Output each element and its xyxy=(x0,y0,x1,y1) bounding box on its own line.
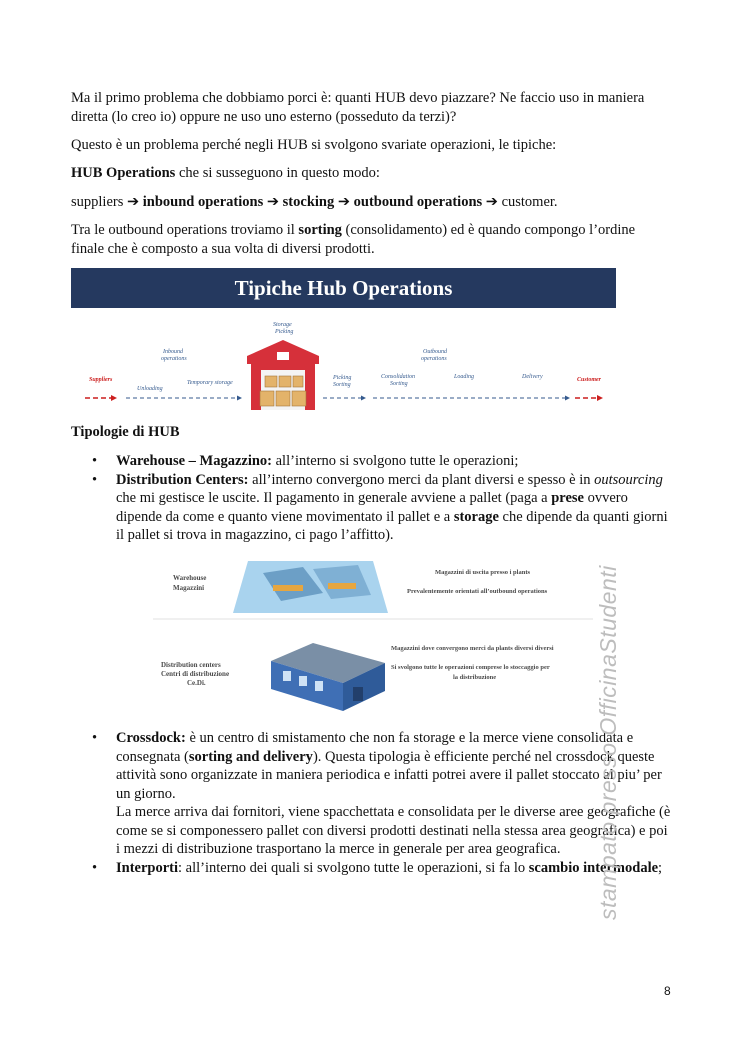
warehouse-desc-1: Magazzini di uscita presso i plants xyxy=(435,569,531,576)
arrowhead-picking xyxy=(361,396,366,401)
crossdock-continuation: La merce arriva dai fornitori, viene spacchettata e consolidata per le diverse aree geografiche (è come se si componessero pallet con diversi prodotti destinati nella stessa area geografica) e poi i mezzi di distribuzione trasportano la merce in generale per area geografica. xyxy=(116,804,671,857)
dc-desc-2: Si svolgono tutte le operazioni comprese lo stoccaggio per xyxy=(391,664,550,671)
label-consolidation: Consolidation xyxy=(381,374,416,380)
label-storage: Storage xyxy=(273,322,292,328)
label-customer: Customer xyxy=(577,377,602,383)
page-number: 8 xyxy=(664,984,671,998)
distribution-center-illustration xyxy=(271,643,385,711)
dc-title: Distribution Centers: xyxy=(116,471,249,488)
bullet-icon: • xyxy=(92,859,98,876)
warehouse-desc-2: Prevalentemente orientati all’outbound operations xyxy=(407,588,548,595)
bullet-icon: • xyxy=(92,453,98,469)
bullet-icon: • xyxy=(92,730,98,746)
dc-desc-3: la distribuzione xyxy=(453,674,497,681)
arrow-icon: ➔ xyxy=(266,194,280,210)
dc-text-b: che mi gestisce le uscite. Il pagamento in generale avviene a pallet (paga a xyxy=(116,490,552,506)
list-item-distribution-centers xyxy=(71,471,675,545)
label-outbound: Outbound xyxy=(423,349,447,355)
label-storage-2: Picking xyxy=(275,329,294,335)
section-title: Tipologie di HUB xyxy=(71,424,180,440)
dc-label-1: Distribution centers xyxy=(161,661,221,669)
label-temp-storage: Temporary storage xyxy=(187,380,233,386)
sorting-text-a: Tra le outbound operations troviamo il xyxy=(71,222,299,238)
dc-desc-1: Magazzini dove convergono merci da plants diversi diversi xyxy=(391,645,554,652)
warehouse-icon xyxy=(247,340,319,410)
label-outbound-2: operations xyxy=(421,356,447,362)
dc-text-d: che dipende da quanti giorni il pallet si trova in magazzino, ci pago l’affitto). xyxy=(116,508,668,543)
label-inbound-2: operations xyxy=(161,356,187,362)
sorting-bold: sorting xyxy=(298,222,342,238)
dc-bold-storage: storage xyxy=(453,508,499,525)
flow-stocking: stocking xyxy=(282,194,335,210)
hub-operations-diagram xyxy=(71,316,616,416)
label-loading: Loading xyxy=(454,374,475,380)
dc-bold-prese: prese xyxy=(551,490,584,506)
hub-operations-bold: HUB Operations xyxy=(71,165,176,181)
warehouse-illustration xyxy=(233,561,388,613)
dc-text-a: all’interno convergono merci da plant diversi e spesso è in xyxy=(248,471,595,488)
label-suppliers: Suppliers xyxy=(89,377,113,383)
sorting-text-b: (consolidamento) ed è quando compongo l’ordine finale che è composto a sua volta di diversi prodotti. xyxy=(71,222,636,257)
hub-types-list-2 xyxy=(71,729,675,877)
bullet-icon: • xyxy=(92,471,98,488)
label-picking: Picking xyxy=(333,375,352,381)
dc-label-2: Centri di distribuzione xyxy=(161,670,230,678)
label-unloading: Unloading xyxy=(137,386,163,392)
arrowhead-suppliers xyxy=(111,395,117,401)
interporti-bold: scambio intermodale xyxy=(528,859,659,876)
list-item-crossdock xyxy=(71,729,675,859)
label-picking-2: Sorting xyxy=(333,382,351,388)
flow-suppliers: suppliers xyxy=(71,194,127,210)
dc-label-3: Ce.Di. xyxy=(187,679,206,687)
watermark: stampato presso OfficinaStudenti xyxy=(595,565,621,920)
paragraph-sorting xyxy=(71,221,671,258)
warehouse-types-figure xyxy=(153,553,593,713)
warehouse-text: all’interno si svolgono tutte le operazioni; xyxy=(272,453,519,469)
crossdock-text-a: è un centro di smistamento che non fa storage e la merce viene consolidata e consegnata ( xyxy=(116,730,634,765)
warehouse-title: Warehouse – Magazzino: xyxy=(116,453,272,469)
paragraph-intro-2: Questo è un problema perché negli HUB si svolgono svariate operazioni, le tipiche: xyxy=(71,137,557,153)
hub-operations-rest: che si susseguono in questo modo: xyxy=(175,165,380,181)
interporti-text-b: ; xyxy=(658,859,663,876)
dc-text-c: ovvero dipende da come e quanto viene movimentato il pallet e a xyxy=(116,490,628,525)
crossdock-title: Crossdock: xyxy=(116,730,186,746)
warehouse-label-2: Magazzini xyxy=(173,584,205,592)
arrowhead-inbound xyxy=(237,396,242,401)
paragraph-flow-line xyxy=(71,193,671,212)
list-item-interporti xyxy=(71,859,675,878)
flow-customer: customer. xyxy=(497,194,558,210)
arrow-icon: ➔ xyxy=(485,194,498,210)
crossdock-bold: sorting and delivery xyxy=(188,748,313,765)
arrow-icon: ➔ xyxy=(337,194,351,210)
list-item-warehouse xyxy=(71,452,675,471)
interporti-text-a: : all’interno dei quali si svolgono tutte le operazioni, si fa lo xyxy=(178,859,529,876)
dc-italic: outsourcing xyxy=(594,471,663,488)
hub-types-list-1 xyxy=(71,452,675,545)
label-delivery: Delivery xyxy=(522,374,543,380)
arrowhead-outbound xyxy=(565,396,570,401)
diagram-title-banner: Tipiche Hub Operations xyxy=(71,268,616,308)
warehouse-label-1: Warehouse xyxy=(173,574,207,582)
arrow-icon: ➔ xyxy=(126,194,140,210)
interporti-title: Interporti xyxy=(116,859,179,876)
paragraph-intro-1: Ma il primo problema che dobbiamo porci è: quanti HUB devo piazzare? Ne faccio uso in maniera diretta (lo creo io) oppure ne uso uno esterno (posseduto da terzi)? xyxy=(71,90,645,125)
label-inbound: Inbound xyxy=(163,349,183,355)
arrowhead-customer xyxy=(597,395,603,401)
label-consolidation-2: Sorting xyxy=(390,381,408,387)
paragraph-hub-operations xyxy=(71,164,671,183)
crossdock-text-b: ). Questa tipologia è efficiente perché nel crossdock queste attività sono organizzate in maniera periodica e infatti potrei avere il pallet stoccato al piu’ per un giorno. xyxy=(116,748,662,802)
flow-inbound: inbound operations xyxy=(142,194,264,210)
flow-outbound: outbound operations xyxy=(353,194,483,210)
